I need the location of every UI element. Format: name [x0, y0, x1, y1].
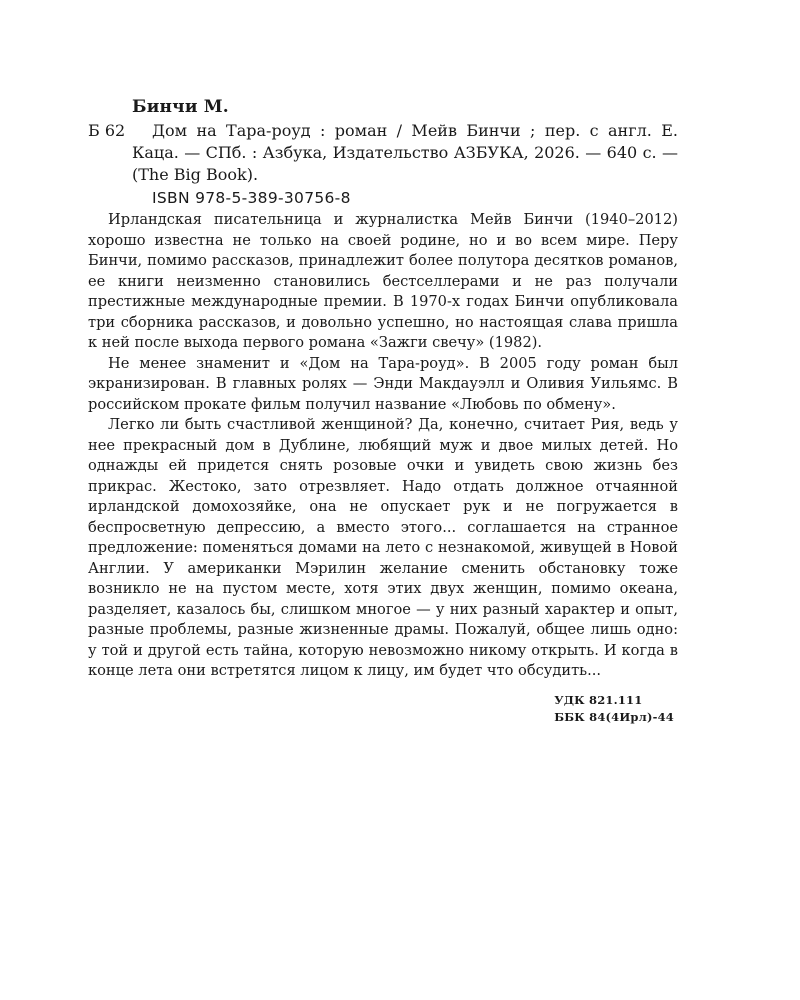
author-heading: Бинчи М.	[132, 97, 229, 117]
bbk-code: ББК 84(4Ирл)-44	[554, 709, 674, 724]
classification-block	[88, 682, 678, 722]
annotation-paragraph: Легко ли быть счастливой женщиной? Да, конечно, считает Рия, ведь у нее прекрасный дом в Дублине, любящий муж и двое милых детей. Но однажды ей придется снять розовые очки и увидеть свою жизнь без прикрас. Жестоко, зато отрезвляет. Надо отдать должное отчаянной ирландской домохозяйке, она не опускает рук и не погружается в беспросветную депрессию, а вместо этого... соглашается на странное предложение: поменяться домами на лето с незнакомой, живущей в Новой Англии. У американки Мэрилин желание сменить обстановку тоже возникло не на пустом месте, хотя этих двух женщин, помимо океана, разделяет, казалось бы, слишком многое — у них разный характер и опыт, разные проблемы, разные жизненные драмы. Пожалуй, общее лишь одно: у той и другой есть тайна, которую невозможно никому открыть. И когда в конце лета они встретятся лицом к лицу, им будет что обсудить...	[88, 416, 678, 679]
udk-code: УДК 821.111	[554, 692, 643, 707]
annotation-paragraph: Ирландская писательница и журналистка Мейв Бинчи (1940–2012) хорошо известна не только на своей родине, но и во всем мире. Перу Бинчи, помимо рассказов, принадлежит более полутора десятков романов, ее книги неизменно становились бестселлерами и не раз получали престижные международные премии. В 1970-х годах Бинчи опубликовала три сборника рассказов, и довольно успешно, но настоящая слава пришла к ней после выхода первого романа «Зажги свечу» (1982).	[88, 211, 678, 351]
library-code: Б 62	[88, 121, 126, 140]
bibliographic-description: Дом на Тара-роуд : роман / Мейв Бинчи ; пер. с англ. Е. Каца. — СПб. : Азбука, Издательство АЗБУКА, 2026. — 640 с. — (The Big Book).	[132, 121, 678, 184]
annotation-paragraph: Не менее знаменит и «Дом на Тара-роуд». В 2005 году роман был экранизирован. В главных ролях — Энди Макдауэлл и Оливия Уильямс. В российском прокате фильм получил название «Любовь по обмену».	[88, 354, 678, 413]
isbn: ISBN 978-5-389-30756-8	[152, 189, 351, 207]
catalog-entry	[88, 120, 678, 209]
catalog-card	[88, 96, 678, 722]
entry-body	[132, 120, 678, 209]
annotation	[88, 210, 678, 682]
